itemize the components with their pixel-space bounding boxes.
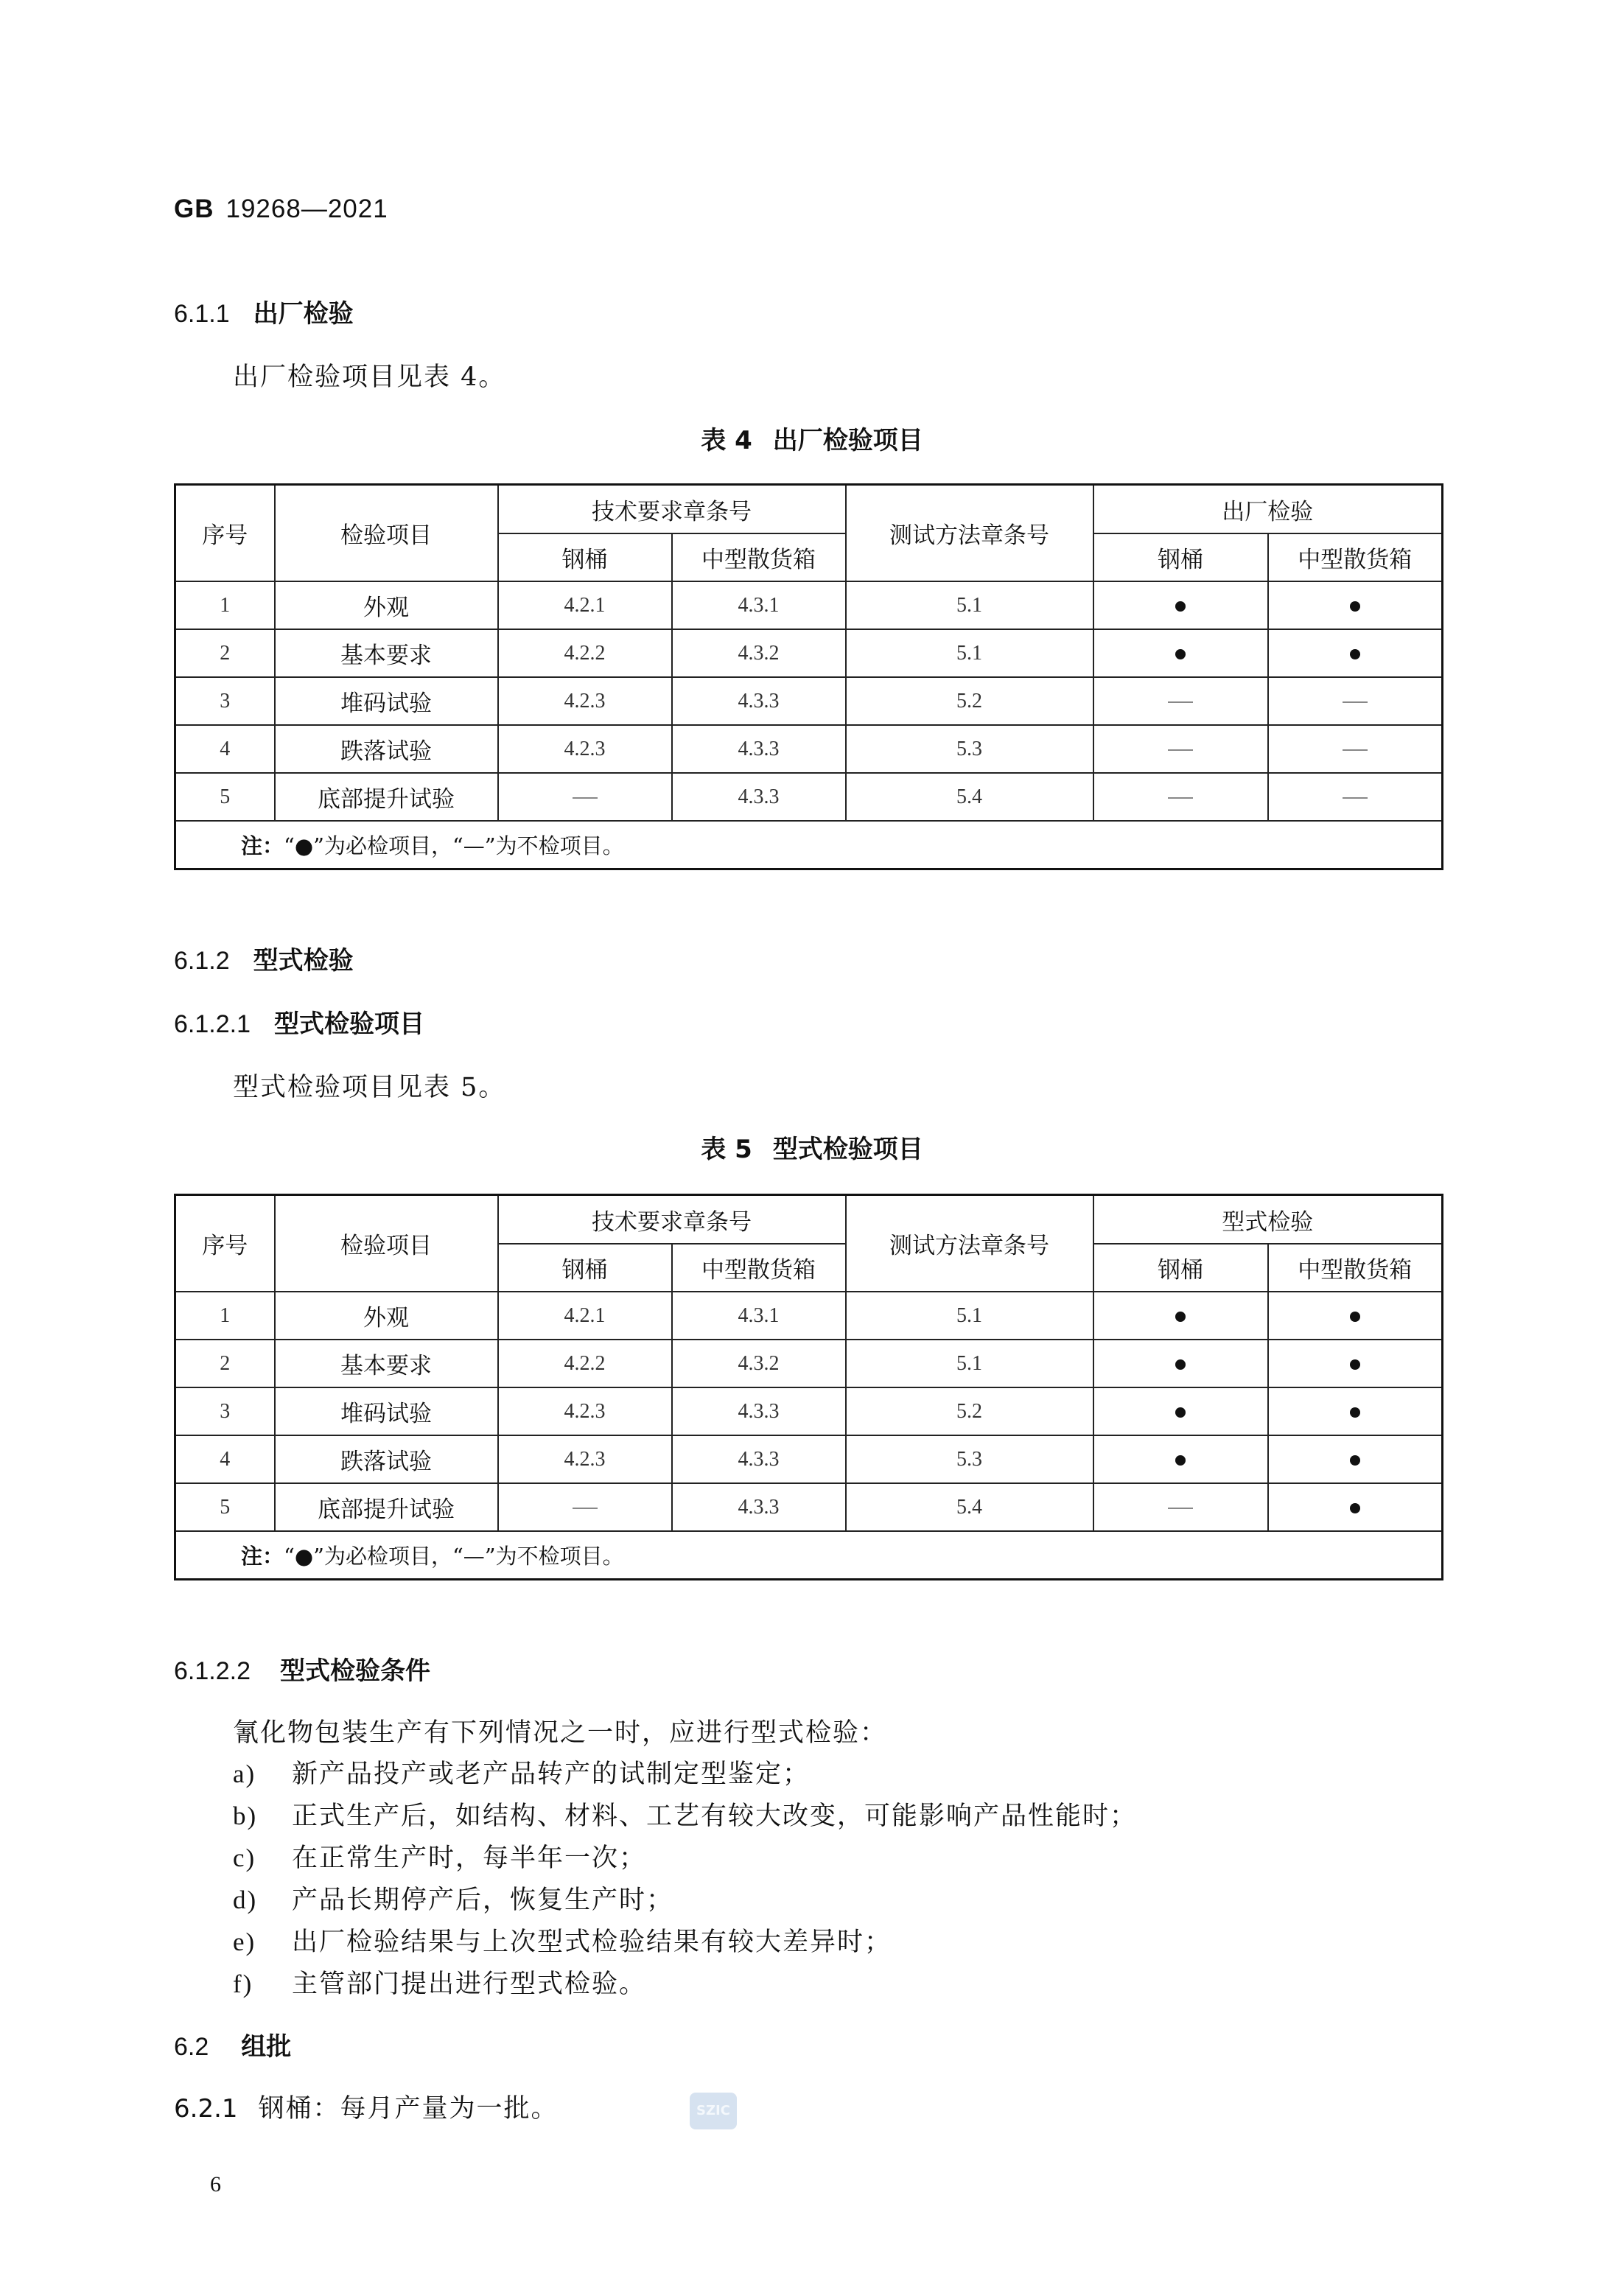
table-row: 3 堆码试验 4.2.3 4.3.3 5.2 xyxy=(175,1387,1443,1435)
table-4-note: 注：“●”为必检项目，“—”为不检项目。 xyxy=(175,821,1443,869)
header-insp-steel: 钢桶 xyxy=(1093,533,1268,581)
header-inspection: 出厂检验 xyxy=(1093,485,1443,534)
required-dot-icon xyxy=(1175,1312,1186,1322)
section-6-1-2-1-heading: 6.1.2.1 型式检验项目 xyxy=(174,1009,424,1039)
header-item: 检验项目 xyxy=(275,1195,498,1292)
table-row: 2 基本要求 4.2.2 4.3.2 5.1 xyxy=(175,629,1443,677)
header-item: 检验项目 xyxy=(275,485,498,582)
list-item: d) 产品长期停产后，恢复生产时； xyxy=(233,1886,674,1915)
header-test: 测试方法章条号 xyxy=(846,485,1093,582)
not-required-dash-icon xyxy=(1168,1508,1193,1509)
header-tech: 技术要求章条号 xyxy=(498,1195,846,1244)
table-row: 5 底部提升试验 4.3.3 5.4 xyxy=(175,1483,1443,1531)
required-dot-icon xyxy=(1175,1359,1186,1370)
header-tech-steel: 钢桶 xyxy=(498,533,672,581)
required-dot-icon xyxy=(1175,1455,1186,1466)
header-seq: 序号 xyxy=(175,1195,275,1292)
list-item: e) 出厂检验结果与上次型式检验结果有较大差异时； xyxy=(233,1928,892,1957)
table-5-caption: 表 5 型式检验项目 xyxy=(701,1135,923,1164)
section-6-1-2-1-text: 型式检验项目见表 5。 xyxy=(233,1073,506,1102)
header-tech-steel: 钢桶 xyxy=(498,1244,672,1292)
page-number: 6 xyxy=(210,2172,221,2196)
header-insp-ibc: 中型散货箱 xyxy=(1268,533,1443,581)
standard-prefix: GB xyxy=(174,195,214,223)
required-dot-icon xyxy=(1350,1455,1360,1466)
required-dot-icon xyxy=(1350,1503,1360,1513)
required-dot-icon xyxy=(1350,1407,1360,1418)
table-row: 1 外观 4.2.1 4.3.1 5.1 xyxy=(175,1292,1443,1340)
table-row: 3 堆码试验 4.2.3 4.3.3 5.2 xyxy=(175,677,1443,725)
list-item: b) 正式生产后，如结构、材料、工艺有较大改变，可能影响产品性能时； xyxy=(233,1802,1138,1831)
not-required-dash-icon xyxy=(1343,749,1368,751)
required-dot-icon xyxy=(1350,1359,1360,1370)
watermark-logo: SZIC xyxy=(690,2093,737,2129)
not-required-dash-icon xyxy=(1168,749,1193,751)
section-6-1-2-heading: 6.1.2 型式检验 xyxy=(174,946,354,976)
standard-number xyxy=(174,195,388,224)
required-dot-icon xyxy=(1175,1407,1186,1418)
table-row: 5 底部提升试验 4.3.3 5.4 xyxy=(175,773,1443,821)
required-dot-icon xyxy=(1175,601,1186,612)
section-6-2-1: 6.2.1 钢桶：每月产量为一批。 xyxy=(174,2094,559,2124)
table-5 xyxy=(174,1194,1443,1580)
not-required-dash-icon xyxy=(1343,797,1368,799)
header-insp-ibc: 中型散货箱 xyxy=(1268,1244,1443,1292)
table-4-caption: 表 4 出厂检验项目 xyxy=(701,426,923,455)
list-item: a) 新产品投产或老产品转产的试制定型鉴定； xyxy=(233,1760,811,1789)
table-4 xyxy=(174,483,1443,870)
not-required-dash-icon xyxy=(573,797,598,799)
header-inspection: 型式检验 xyxy=(1093,1195,1443,1244)
list-item: c) 在正常生产时，每半年一次； xyxy=(233,1844,647,1873)
header-tech-ibc: 中型散货箱 xyxy=(672,533,846,581)
table-5-note: 注：“●”为必检项目，“—”为不检项目。 xyxy=(175,1531,1443,1580)
section-6-2-heading: 6.2 组批 xyxy=(174,2032,292,2062)
required-dot-icon xyxy=(1350,1312,1360,1322)
list-item: f) 主管部门提出进行型式检验。 xyxy=(233,1970,647,1999)
required-dot-icon xyxy=(1350,649,1360,659)
section-6-1-2-2-heading: 6.1.2.2 型式检验条件 xyxy=(174,1656,430,1686)
header-insp-steel: 钢桶 xyxy=(1093,1244,1268,1292)
table-row: 4 跌落试验 4.2.3 4.3.3 5.3 xyxy=(175,1435,1443,1483)
standard-code: 19268—2021 xyxy=(225,195,388,223)
not-required-dash-icon xyxy=(1168,797,1193,799)
header-test: 测试方法章条号 xyxy=(846,1195,1093,1292)
not-required-dash-icon xyxy=(1168,701,1193,703)
table-row: 1 外观 4.2.1 4.3.1 5.1 xyxy=(175,581,1443,629)
not-required-dash-icon xyxy=(1343,701,1368,703)
required-dot-icon xyxy=(1350,601,1360,612)
not-required-dash-icon xyxy=(573,1508,598,1509)
section-6-1-1-heading: 6.1.1 出厂检验 xyxy=(174,299,354,329)
header-seq: 序号 xyxy=(175,485,275,582)
section-6-1-2-2-intro: 氰化物包装生产有下列情况之一时，应进行型式检验： xyxy=(233,1718,888,1748)
required-dot-icon xyxy=(1175,649,1186,659)
table-row: 2 基本要求 4.2.2 4.3.2 5.1 xyxy=(175,1340,1443,1387)
header-tech: 技术要求章条号 xyxy=(498,485,846,534)
table-row: 4 跌落试验 4.2.3 4.3.3 5.3 xyxy=(175,725,1443,773)
section-6-1-1-text: 出厂检验项目见表 4。 xyxy=(233,363,506,392)
header-tech-ibc: 中型散货箱 xyxy=(672,1244,846,1292)
